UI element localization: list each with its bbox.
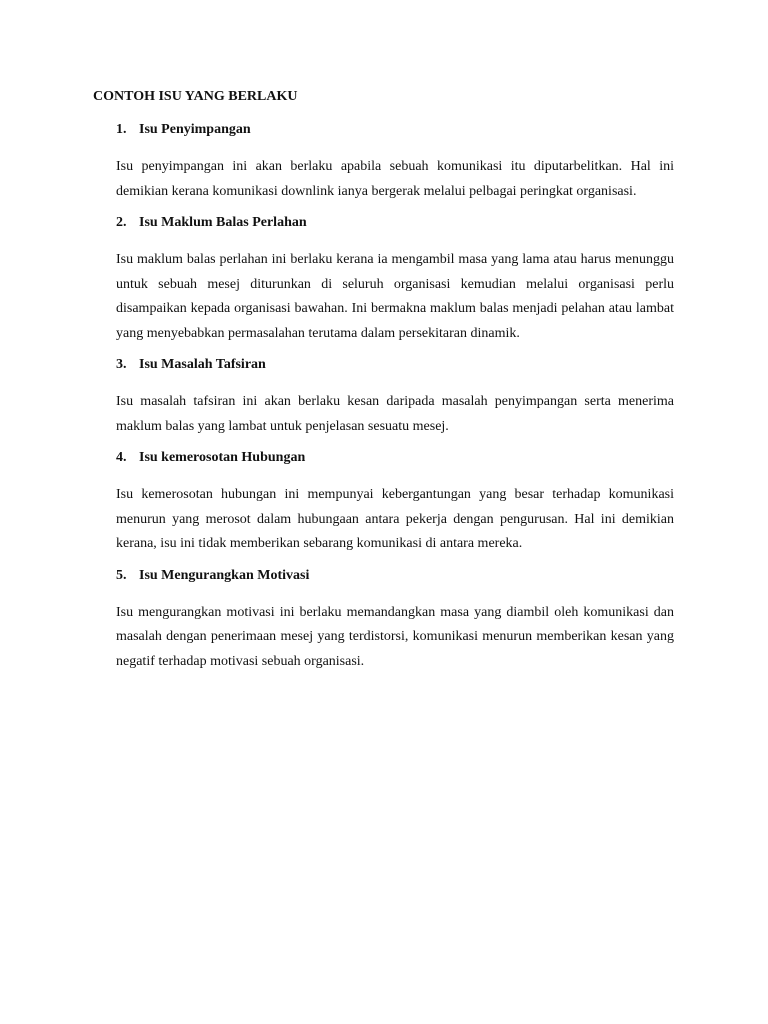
section-heading [116,121,674,139]
section-paragraph: Isu maklum balas perlahan ini berlaku kerana ia mengambil masa yang lama atau harus menunggu untuk sebuah mesej diturunkan di seluruh organisasi kemudian melalui organisasi perlu disampaikan kepada organisasi bawahan. Ini bermakna maklum balas menjadi pelahan atau lambat yang menyebabkan permasalahan terutama dalam persekitaran dinamik. [116,252,674,341]
section-number: 2. [116,215,127,230]
issue-section-3 [116,356,674,439]
issue-section-1 [116,121,674,204]
section-heading [116,449,674,467]
issue-list [116,121,674,684]
section-paragraph: Isu masalah tafsiran ini akan berlaku kesan daripada masalah penyimpangan serta menerima maklum balas yang lambat untuk penjelasan sesuatu mesej. [116,394,674,434]
section-paragraph: Isu mengurangkan motivasi ini berlaku memandangkan masa yang diambil oleh komunikasi dan masalah dengan penerimaan mesej yang terdistorsi, komunikasi menurun memberikan kesan yang negatif terhadap motivasi sebuah organisasi. [116,604,674,669]
section-heading [116,567,674,585]
section-heading [116,214,674,232]
section-title: Isu Mengurangkan Motivasi [139,567,310,583]
section-title: Isu Masalah Tafsiran [139,357,266,372]
section-number: 3. [116,357,127,372]
issue-section-5 [116,567,674,675]
document-title: CONTOH ISU YANG BERLAKU [93,89,298,104]
section-number: 4. [116,450,127,465]
section-paragraph: Isu penyimpangan ini akan berlaku apabila sebuah komunikasi itu diputarbelitkan. Hal ini demikian kerana komunikasi downlink ianya bergerak melalui pelbagai peringkat organisasi. [116,159,674,199]
issue-section-4 [116,449,674,557]
issue-section-2 [116,214,674,346]
section-title: Isu Penyimpangan [139,122,251,137]
section-number: 1. [116,122,127,137]
section-paragraph: Isu kemerosotan hubungan ini mempunyai kebergantungan yang besar terhadap komunikasi menurun yang merosot dalam hubungaan antara pekerja dengan pengurusan. Hal ini demikian kerana, isu ini tidak memberikan sebarang komunikasi di antara mereka. [116,487,674,551]
section-number: 5. [116,567,127,583]
section-title: Isu kemerosotan Hubungan [139,450,306,465]
section-heading [116,356,674,374]
section-title: Isu Maklum Balas Perlahan [139,215,307,230]
